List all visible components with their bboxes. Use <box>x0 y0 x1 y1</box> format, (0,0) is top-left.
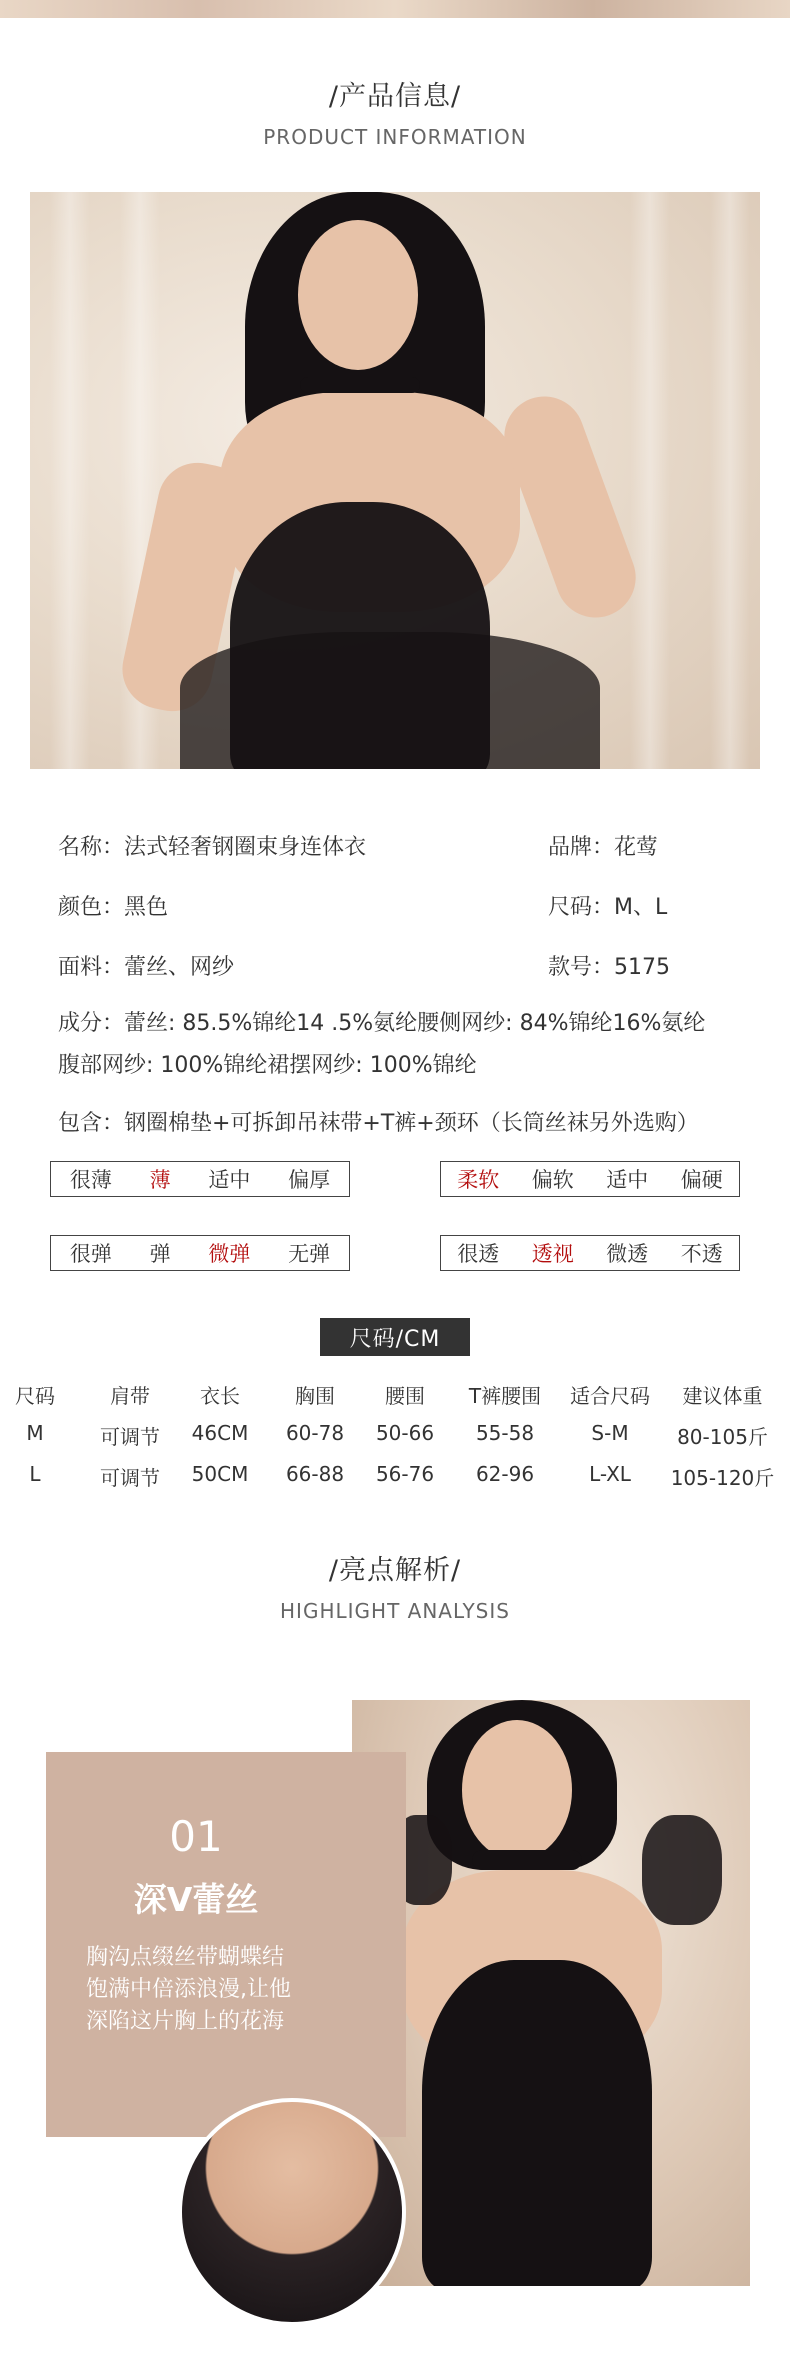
size-cell: L-XL <box>589 1462 631 1486</box>
info-brand: 品牌：花莺 <box>548 835 659 860</box>
feature-heading: 深V蕾丝 <box>133 1880 259 1919</box>
softness-option: 偏软 <box>531 1168 574 1192</box>
softness-scale <box>440 1161 740 1197</box>
size-header-cell: 尺码 <box>15 1384 55 1408</box>
size-cell: 55-58 <box>475 1421 535 1445</box>
product-info-heading <box>0 74 790 149</box>
thickness-option: 适中 <box>208 1168 251 1192</box>
thickness-option: 很薄 <box>69 1168 112 1192</box>
highlight-subtitle: HIGHLIGHT ANALYSIS <box>280 1599 510 1623</box>
size-cell: 105-120斤 <box>670 1466 775 1490</box>
elasticity-option-selected: 微弹 <box>208 1242 251 1266</box>
size-cell: 60-78 <box>285 1421 345 1445</box>
transparency-option: 不透 <box>680 1242 723 1266</box>
info-includes: 包含：钢圈棉垫+可拆卸吊袜带+T裤+颈环（长筒丝袜另外选购） <box>58 1111 699 1136</box>
product-photo <box>30 192 760 769</box>
softness-option-selected: 柔软 <box>457 1168 500 1192</box>
info-style-number: 款号：5175 <box>548 955 670 980</box>
size-cell: M <box>26 1421 44 1445</box>
feature-number: 01 <box>169 1812 223 1861</box>
elasticity-scale <box>50 1235 350 1271</box>
feature-card <box>46 1752 406 2137</box>
elasticity-option: 很弹 <box>69 1242 112 1266</box>
info-composition-line1: 成分：蕾丝: 85.5%锦纶14 .5%氨纶腰侧网纱: 84%锦纶16%氨纶 <box>58 1011 706 1036</box>
elasticity-option: 弹 <box>149 1242 171 1266</box>
size-cell: 可调节 <box>100 1466 160 1490</box>
size-table-header <box>10 1380 780 1421</box>
transparency-scale <box>440 1235 740 1271</box>
product-info-title: /产品信息/ <box>328 81 462 112</box>
size-cell: 可调节 <box>100 1425 160 1449</box>
size-table-title: 尺码/CM <box>320 1318 470 1356</box>
info-size: 尺码：M、L <box>548 895 668 920</box>
size-cell: L <box>29 1462 41 1486</box>
thickness-scale <box>50 1161 350 1197</box>
size-cell: 66-88 <box>285 1462 345 1486</box>
softness-option: 适中 <box>606 1168 649 1192</box>
size-cell: 80-105斤 <box>677 1425 768 1449</box>
feature-description <box>86 1942 326 2038</box>
size-cell: 50CM <box>191 1462 249 1486</box>
thickness-option: 偏厚 <box>288 1168 331 1192</box>
size-cell: 50-66 <box>375 1421 435 1445</box>
size-header-cell: 腰围 <box>385 1384 425 1408</box>
info-name: 名称：法式轻奢钢圈束身连体衣 <box>58 835 367 860</box>
size-header-cell: 胸围 <box>295 1384 335 1408</box>
feature-line: 饱满中倍添浪漫,让他 <box>86 1977 291 2002</box>
top-banner-strip <box>0 0 790 18</box>
size-cell: S-M <box>591 1421 629 1445</box>
product-info-subtitle: PRODUCT INFORMATION <box>263 125 527 149</box>
transparency-option-selected: 透视 <box>531 1242 574 1266</box>
softness-option: 偏硬 <box>680 1168 723 1192</box>
size-table-row <box>10 1421 780 1462</box>
transparency-option: 很透 <box>457 1242 500 1266</box>
transparency-option: 微透 <box>606 1242 649 1266</box>
size-header-cell: 肩带 <box>110 1384 150 1408</box>
thickness-option-selected: 薄 <box>149 1168 171 1192</box>
size-header-cell: T裤腰围 <box>468 1384 542 1408</box>
feature-line: 胸沟点缀丝带蝴蝶结 <box>86 1945 285 1970</box>
info-color: 颜色：黑色 <box>58 895 169 920</box>
size-cell: 62-96 <box>475 1462 535 1486</box>
feature-line: 深陷这片胸上的花海 <box>86 2009 285 2034</box>
info-composition-line2: 腹部网纱: 100%锦纶裙摆网纱: 100%锦纶 <box>58 1053 477 1078</box>
size-header-cell: 适合尺码 <box>570 1384 650 1408</box>
size-table <box>10 1380 780 1503</box>
highlight-heading <box>0 1548 790 1623</box>
size-cell: 46CM <box>191 1421 249 1445</box>
feature-photo <box>352 1700 750 2286</box>
size-header-cell: 衣长 <box>200 1384 240 1408</box>
elasticity-option: 无弹 <box>288 1242 331 1266</box>
size-cell: 56-76 <box>375 1462 435 1486</box>
size-header-cell: 建议体重 <box>682 1384 763 1408</box>
info-fabric: 面料：蕾丝、网纱 <box>58 955 235 980</box>
size-table-row <box>10 1462 780 1503</box>
detail-closeup-photo <box>178 2098 406 2326</box>
highlight-title: /亮点解析/ <box>328 1555 462 1586</box>
